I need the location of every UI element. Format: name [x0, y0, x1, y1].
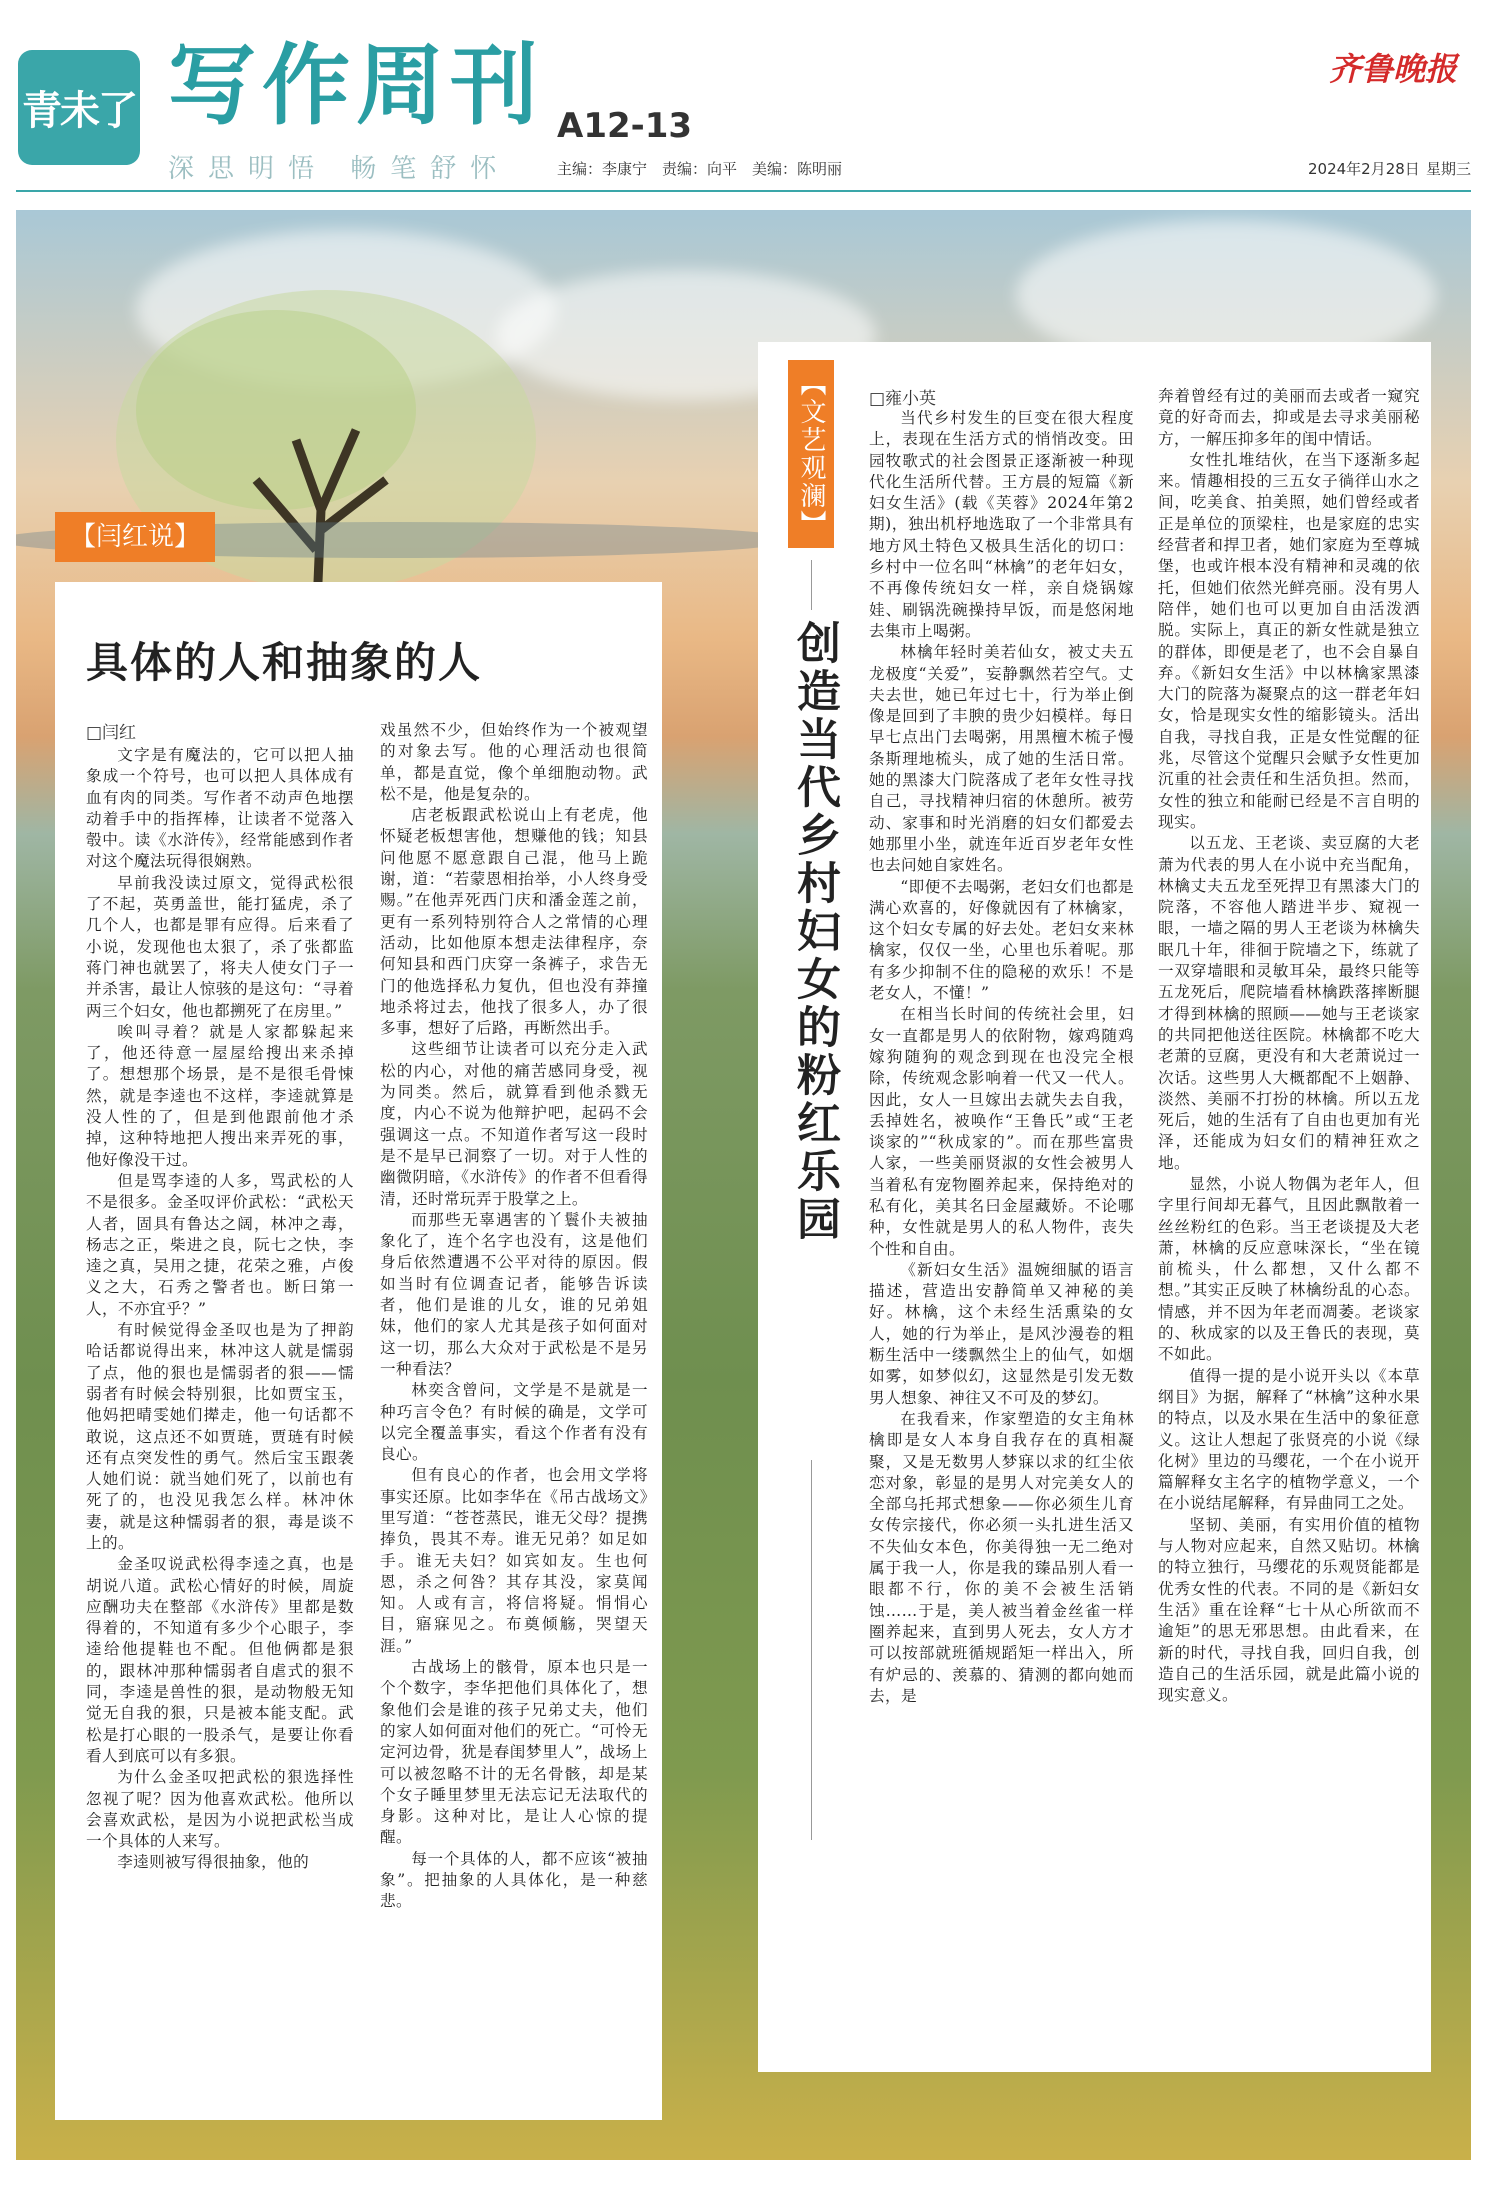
paragraph: 这些细节让读者可以充分走入武松的内心，对他的痛苦感同身受，视为同类。然后，就算看到他杀戮无度，内心不说为他辩护吧，起码不会强调这一点。不知道作者写这一段时是不是早已洞察了一切。对于人性的幽微阴暗，《水浒传》的作者不但看得清，还时常玩弄于股掌之上。: [380, 1040, 648, 1208]
paragraph: 在相当长时间的传统社会里，妇女一直都是男人的依附物，嫁鸡随鸡嫁狗随狗的观念到现在也没完全根除，传统观念影响着一代又一代人。因此，女人一旦嫁出去就失去自我，丢掉姓名，被唤作“王鲁氏”或“王老谈家的”“秋成家的”。而在那些富贵人家，一些美丽贤淑的女性会被男人当着私有宠物圈养起来，保持绝对的私有化，美其名曰金屋藏娇。不论哪种，女性就是男人的私人物件，丧失个性和自由。: [869, 1005, 1134, 1258]
paragraph: 每一个具体的人，都不应该“被抽象”。把抽象的人具体化，是一种慈悲。: [380, 1849, 648, 1911]
paragraph: 店老板跟武松说山上有老虎，他怀疑老板想害他，想赚他的钱；知县问他愿不愿意跟自己混，他马上跪谢，道：“若蒙恩相抬举，小人终身受赐。”在他弄死西门庆和潘金莲之前，更有一系列特别符合人之常情的心理活动，比如他原本想走法律程序，奈何知县和西门庆穿一条裤子，求告无门的他选择私力复仇，但也没有莽撞地杀将过去，他找了很多人，办了很多事，想好了后路，再断然出手。: [380, 806, 648, 1038]
paragraph: “即便不去喝粥，老妇女们也都是满心欢喜的，好像就因有了林檎家，这个妇女专属的好去处。老妇女来林檎家，仅仅一坐，心里也乐着呢。那有多少抑制不住的隐秘的欢乐！不是老女人，不懂！”: [869, 877, 1134, 1003]
issue-date: 2024年2月28日: [1308, 160, 1420, 178]
header-rule: [16, 190, 1471, 192]
paragraph: 有时候觉得金圣叹也是为了押韵哈话都说得出来，林冲这人就是懦弱了点，他的狠也是懦弱者的狠——懦弱者有时候会特别狠，比如贾宝玉，他妈把晴雯她们撵走，他一句话都不敢说，这点还不如贾琏，贾琏有时候还有点突发性的勇气。然后宝玉跟袭人她们说：就当她们死了，以前也有死了的，也没见我怎么样。林冲休妻，就是这种懦弱者的狠，毒是谈不上的。: [86, 1321, 354, 1552]
paragraph: 显然，小说人物偶为老年人，但字里行间却无暮气，且因此飘散着一丝丝粉红的色彩。当王老谈提及大老萧，林檎的反应意味深长，“坐在镜前梳头，什么都想，又什么都不想。”其实正反映了林檎纷乱的心态。情感，并不因为年老而凋萎。老谈家的、秋成家的以及王鲁氏的表现，莫不如此。: [1158, 1174, 1420, 1364]
paragraph: 《新妇女生活》温婉细腻的语言描述，营造出安静简单又神秘的美好。林檎，这个未经生活熏染的女人，她的行为举止，是风沙漫卷的粗粝生活中一缕飘然尘上的仙气，如烟如雾，如梦似幻，这显然是引发无数男人想象、神往又不可及的梦幻。: [869, 1260, 1134, 1407]
column-tag-left: 【闫红说】: [55, 512, 215, 562]
slogan: 深思明悟 畅笔舒怀: [168, 154, 511, 184]
paragraph: 值得一提的是小说开头以《本草纲目》为据，解释了“林檎”这种水果的特点，以及水果在生活中的象征意义。这让人想起了张贤亮的小说《绿化树》里边的马缨花，一个在小说开篇解释女主名字的植物学意义，一个在小说结尾解释，有异曲同工之处。: [1158, 1366, 1420, 1513]
divider: [811, 560, 812, 610]
paragraph: 但是骂李逵的人多，骂武松的人不是很多。金圣叹评价武松：“武松天人者，固具有鲁达之阔，林冲之毒，杨志之正，柴进之良，阮七之快，李逵之真，吴用之捷，花荣之雅，卢俊义之大，石秀之警者也。断曰第一人，不亦宜乎？”: [86, 1171, 354, 1318]
logo: 青未了: [18, 50, 140, 165]
editor-credits: 主编：李康宁 责编：向平 美编：陈明丽: [557, 160, 843, 178]
paragraph: 林檎年轻时美若仙女，被丈夫五龙极度“关爱”，妄静飘然若空气。丈夫去世，她已年过七十，行为举止倒像是回到了丰腴的贵少妇模样。每日早七点出门去喝粥，用黑檀木梳子慢条斯理地梳头，成了她的生活日常。她的黑漆大门院落成了老年女性寻找自己，寻找精神归宿的休憩所。被劳动、家事和时光消磨的妇女们都爱去她那里小坐，就连年近百岁老年女性也去问她自家姓名。: [869, 643, 1134, 875]
right-article-column-1: [869, 408, 1134, 2058]
paragraph: 女性扎堆结伙，在当下逐渐多起来。情趣相投的三五女子徜徉山水之间，吃美食、拍美照，她们曾经或者正是单位的顶梁柱，也是家庭的忠实经营者和捍卫者，她们家庭为至尊城堡，也或许根本没有精神和灵魂的依托，但她们依然光鲜亮丽。没有男人陪伴，她们也可以更加自由活泼洒脱。实际上，真正的新女性就是独立的群体，即便是老了，也不会自暴自弃。《新妇女生活》中以林檎家黑漆大门的院落为凝聚点的这一群老年妇女，恰是现实女性的缩影镜头。活出自我，寻找自我，正是女性觉醒的征兆，尽管这个觉醒只会赋予女性更加沉重的社会责任和生活负担。然而，女性的独立和能耐已经是不言自明的现实。: [1158, 450, 1420, 831]
right-article-headline: 创造当代乡村妇女的粉红乐园: [789, 620, 840, 1244]
paragraph: 文字是有魔法的，它可以把人抽象成一个符号，也可以把人具体成有血有肉的同类。写作者不动声色地摆动着手中的指挥棒，让读者不觉落入彀中。读《水浒传》，经常能感到作者对这个魔法玩得很娴熟。: [86, 746, 354, 871]
paragraph: 在我看来，作家塑造的女主角林檎即是女人本身自我存在的真相凝聚，又是无数男人梦寐以求的红尘依恋对象，彰显的是男人对完美女人的全部乌托邦式想象——你必须生儿育女传宗接代，你必须一头扎进生活又不失仙女本色，你美得独一无二绝对属于我一人，你是我的臻品别人看一眼都不行，你的美不会被生活销蚀……于是，美人被当着金丝雀一样圈养起来，直到男人死去，女人方才可以按部就班循规蹈矩一样出入，所有炉忌的、羡慕的、猜测的都向她而去，是: [869, 1409, 1134, 1705]
left-article-column-1: [86, 745, 354, 2105]
paragraph: 李逵则被写得很抽象，他的: [117, 1853, 310, 1872]
page-title: 写作周刊: [168, 34, 545, 137]
newspaper-brand: 齐鲁晚报: [1328, 50, 1457, 88]
paragraph: 为什么金圣叹把武松的狠选择性忽视了呢？因为他喜欢武松。他所以会喜欢武松，是因为小说把武松当成一个具体的人来写。: [86, 1768, 354, 1851]
paragraph: 唉叫寻着？就是人家都躲起来了，他还待意一屋屋给搜出来杀掉了。想想那个场景，是不是很毛骨悚然，就是李逵也不这样，李逵就算是没人性的了，但是到他跟前他才杀掉，这种特地把人搜出来弄死的事，他好像没干过。: [86, 1022, 354, 1169]
right-article-byline: □雍小英: [869, 389, 937, 409]
left-article-headline: 具体的人和抽象的人: [86, 638, 483, 687]
paragraph: 当代乡村发生的巨变在很大程度上，表现在生活方式的悄悄改变。田园牧歌式的社会图景正逐渐被一种现代化生活所代替。王方晨的短篇《新妇女生活》(载《芙蓉》2024年第2期)，独出机杼地选取了一个非常具有地方风土特色又极具生活化的切口：乡村中一位名叫“林檎”的老年妇女，不再像传统妇女一样，亲自烧锅嫁娃、刷锅洗碗操持早饭，而是悠闲地去集市上喝粥。: [869, 409, 1134, 640]
paragraph: 早前我没读过原文，觉得武松很了不起，英勇盖世，能打猛虎，杀了几个人，也都是罪有应得。后来看了小说，发现他也太狠了，杀了张都监蒋门神也就罢了，将夫人使女门子一并杀害，最让人惊骇的是这句：“寻着两三个妇女，他也都搠死了在房里。”: [86, 873, 354, 1020]
paragraph: 古战场上的骸骨，原本也只是一个个数字，李华把他们具体化了，想象他们会是谁的孩子兄弟丈夫，他们的家人如何面对他们的死亡。“可怜无定河边骨，犹是春闺梦里人”，战场上可以被忽略不计的无名骨骸，却是某个女子睡里梦里无法忘记无法取代的身影。这种对比，是让人心惊的提醒。: [380, 1658, 648, 1847]
left-article-byline: □闫红: [86, 723, 137, 743]
divider: [811, 1460, 812, 1840]
paragraph: 金圣叹说武松得李逵之真，也是胡说八道。武松心情好的时候，周旋应酬功夫在整部《水浒传》里都是数得着的，不知道有多少个心眼子，李逵给他提鞋也不配。但他俩都是狠的，跟林冲那种懦弱者自虐式的狠不同，李逵是兽性的狠，是动物般无知觉无自我的狠，只是被本能支配。武松是打心眼的一股杀气，是要让你看看人到底可以有多狠。: [86, 1555, 354, 1765]
paragraph: 以五龙、王老谈、卖豆腐的大老萧为代表的男人在小说中充当配角，林檎丈夫五龙至死捍卫有黑漆大门的院落，不容他人踏进半步、窥视一眼，一墙之隔的男人王老谈为林檎失眠几十年，徘徊于院墙之下，练就了一双穿墙眼和灵敏耳朵，最终只能等五龙死后，爬院墙看林檎跌落摔断腿才得到林檎的照顾——她与王老谈家的共同把他送往医院。林檎都不吃大老萧的豆腐，更没有和大老萧说过一次话。这些男人大概都配不上姻静、淡然、美丽不打扮的林檎。所以五龙死后，她的生活有了自由也更加有光泽，还能成为妇女们的精神狂欢之地。: [1158, 834, 1420, 1172]
paragraph: 但有良心的作者，也会用文学将事实还原。比如李华在《吊古战场文》里写道：“苍苍蒸民，谁无父母？提携捧负，畏其不寿。谁无兄弟？如足如手。谁无夫妇？如宾如友。生也何恩，杀之何咎？其存其没，家莫闻知。人或有言，将信将疑。悁悁心目，寤寐见之。布奠倾觞，哭望天涯。”: [380, 1466, 648, 1655]
issue-weekday: 星期三: [1426, 160, 1472, 178]
paragraph: 戏虽然不少，但始终作为一个被观望的对象去写。他的心理活动也很简单，都是直觉，像个单细胞动物。武松不是，他是复杂的。: [380, 721, 648, 803]
paragraph: 而那些无辜遇害的丫鬟仆夫被抽象化了，连个名字也没有，这是他们身后依然遭遇不公平对待的原因。假如当时有位调查记者，能够告诉读者，他们是谁的儿女，谁的兄弟姐妹，他们的家人尤其是孩子如何面对这一切，那么大众对于武松是不是另一种看法？: [380, 1210, 648, 1378]
paragraph: 奔着曾经有过的美丽而去或者一窥究竟的好奇而去，抑或是去寻求美丽秘方，一解压抑多年的闺中情话。: [1158, 387, 1420, 448]
paragraph: 坚韧、美丽，有实用价值的植物与人物对应起来，自然又贴切。林檎的特立独行，马缨花的乐观贤能都是优秀女性的代表。不同的是《新妇女生活》重在诠释“七十从心所欲而不逾矩”的思无邪思想。由此看来，在新的时代，寻找自我，回归自我，创造自己的生活乐园，就是此篇小说的现实意义。: [1158, 1515, 1420, 1705]
page-number: A12-13: [557, 106, 693, 146]
left-article-column-2: [380, 720, 648, 2105]
column-tag-right: 【文艺观澜】: [788, 360, 834, 548]
right-article-column-2: [1158, 386, 1420, 2058]
paragraph: 林奕含曾问，文学是不是就是一种巧言令色？有时候的确是，文学可以完全覆盖事实，看这个作者有没有良心。: [380, 1381, 648, 1464]
